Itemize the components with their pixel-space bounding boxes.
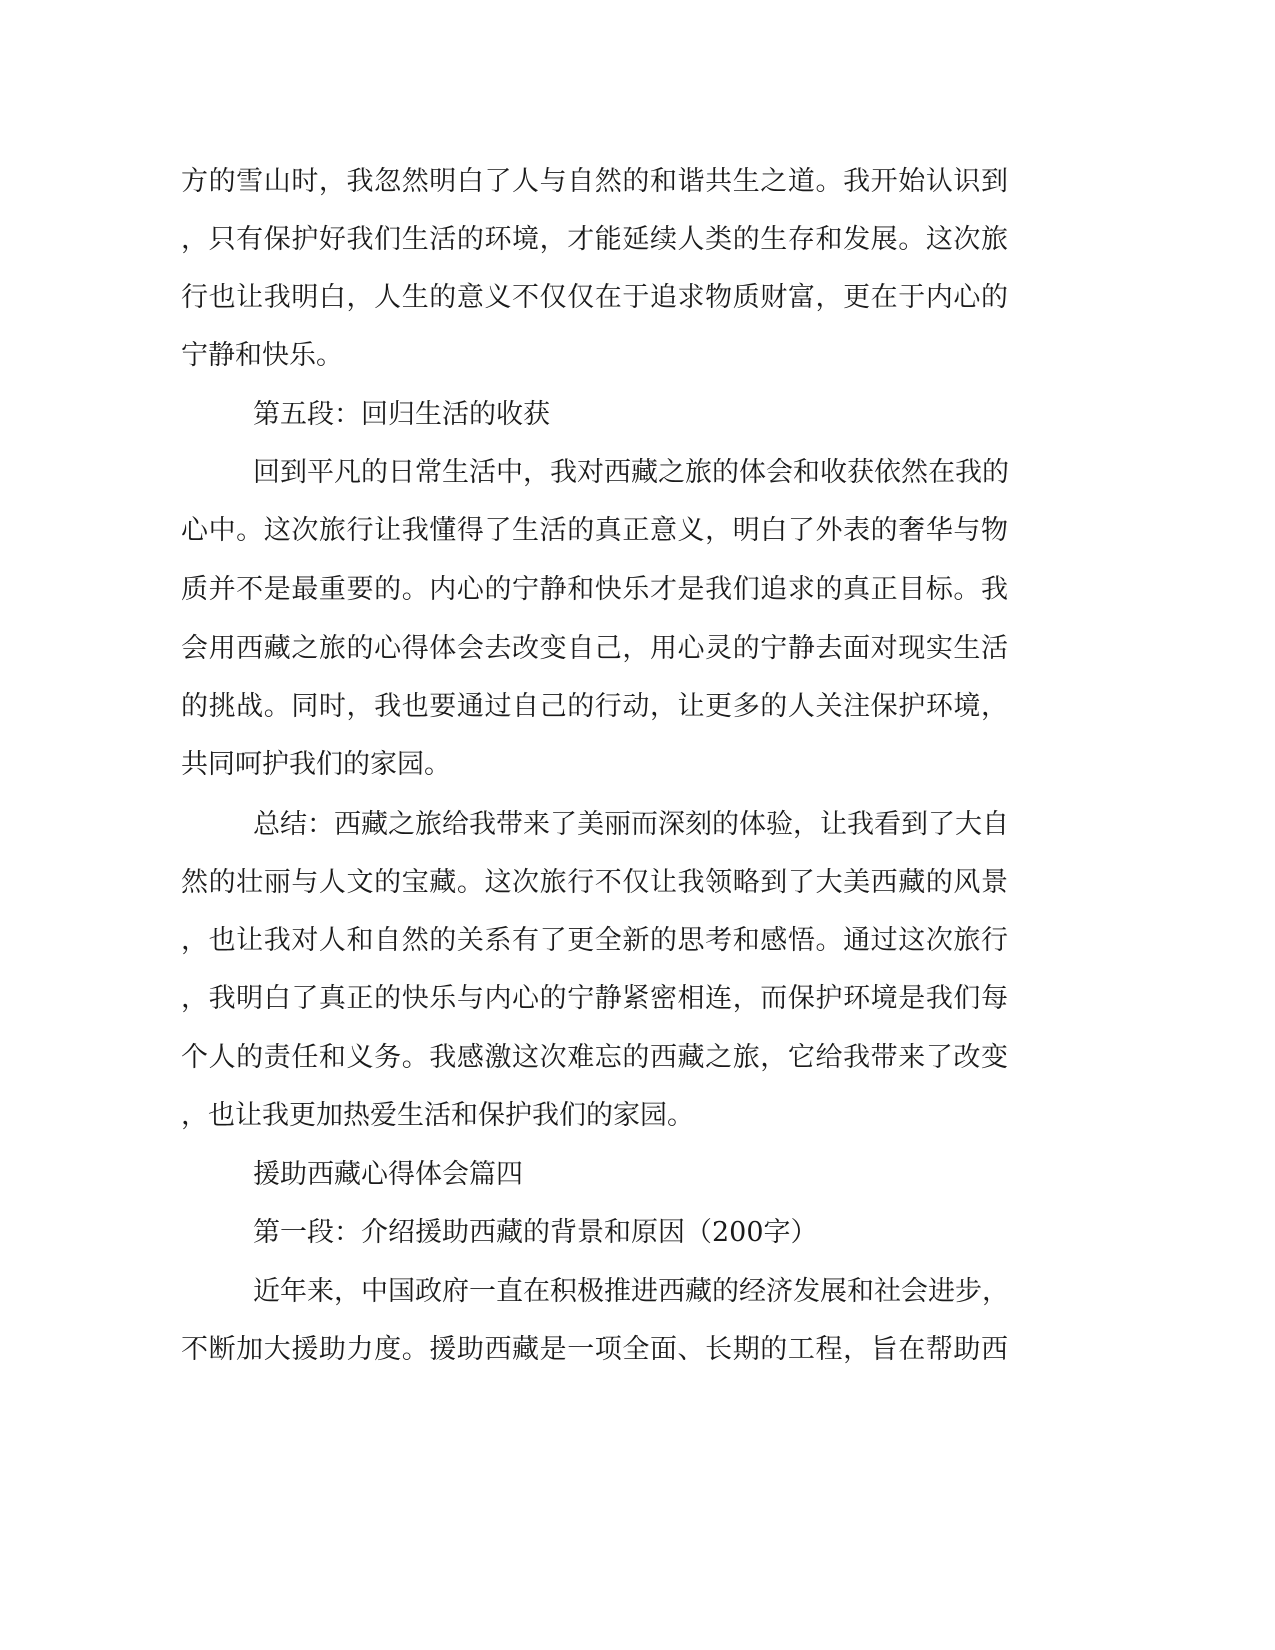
- text-line: 心中。这次旅行让我懂得了生活的真正意义，明白了外表的奢华与物: [181, 515, 1009, 546]
- text-line: 的挑战。同时，我也要通过自己的行动，让更多的人关注保护环境，: [181, 691, 1009, 722]
- section-heading: 第五段：回归生活的收获: [253, 399, 550, 430]
- text-line: 方的雪山时，我忽然明白了人与自然的和谐共生之道。我开始认识到: [181, 166, 1009, 197]
- text-line: 然的壮丽与人文的宝藏。这次旅行不仅让我领略到了大美西藏的风景: [181, 867, 1009, 898]
- text-line: 近年来，中国政府一直在积极推进西藏的经济发展和社会进步，: [253, 1276, 1009, 1307]
- text-line: 质并不是最重要的。内心的宁静和快乐才是我们追求的真正目标。我: [181, 574, 1009, 605]
- text-line: 回到平凡的日常生活中，我对西藏之旅的体会和收获依然在我的: [253, 457, 1009, 488]
- text-line: 会用西藏之旅的心得体会去改变自己，用心灵的宁静去面对现实生活: [181, 633, 1009, 664]
- text-line: 行也让我明白，人生的意义不仅仅在于追求物质财富，更在于内心的: [181, 282, 1009, 313]
- text-line: 个人的责任和义务。我感激这次难忘的西藏之旅，它给我带来了改变: [181, 1042, 1009, 1073]
- text-line: 总结：西藏之旅给我带来了美丽而深刻的体验，让我看到了大自: [253, 809, 1009, 840]
- article-title: 援助西藏心得体会篇四: [253, 1159, 523, 1190]
- text-line: 共同呵护我们的家园。: [181, 749, 451, 780]
- text-line: 不断加大援助力度。援助西藏是一项全面、长期的工程，旨在帮助西: [181, 1334, 1009, 1365]
- text-line: ，只有保护好我们生活的环境，才能延续人类的生存和发展。这次旅: [181, 224, 1009, 255]
- text-line: ，也让我对人和自然的关系有了更全新的思考和感悟。通过这次旅行: [181, 925, 1009, 956]
- section-heading: 第一段：介绍援助西藏的背景和原因（200字）: [253, 1217, 818, 1248]
- text-line: ，也让我更加热爱生活和保护我们的家园。: [181, 1100, 694, 1131]
- text-line: ，我明白了真正的快乐与内心的宁静紧密相连，而保护环境是我们每: [181, 983, 1009, 1014]
- text-line: 宁静和快乐。: [181, 340, 343, 371]
